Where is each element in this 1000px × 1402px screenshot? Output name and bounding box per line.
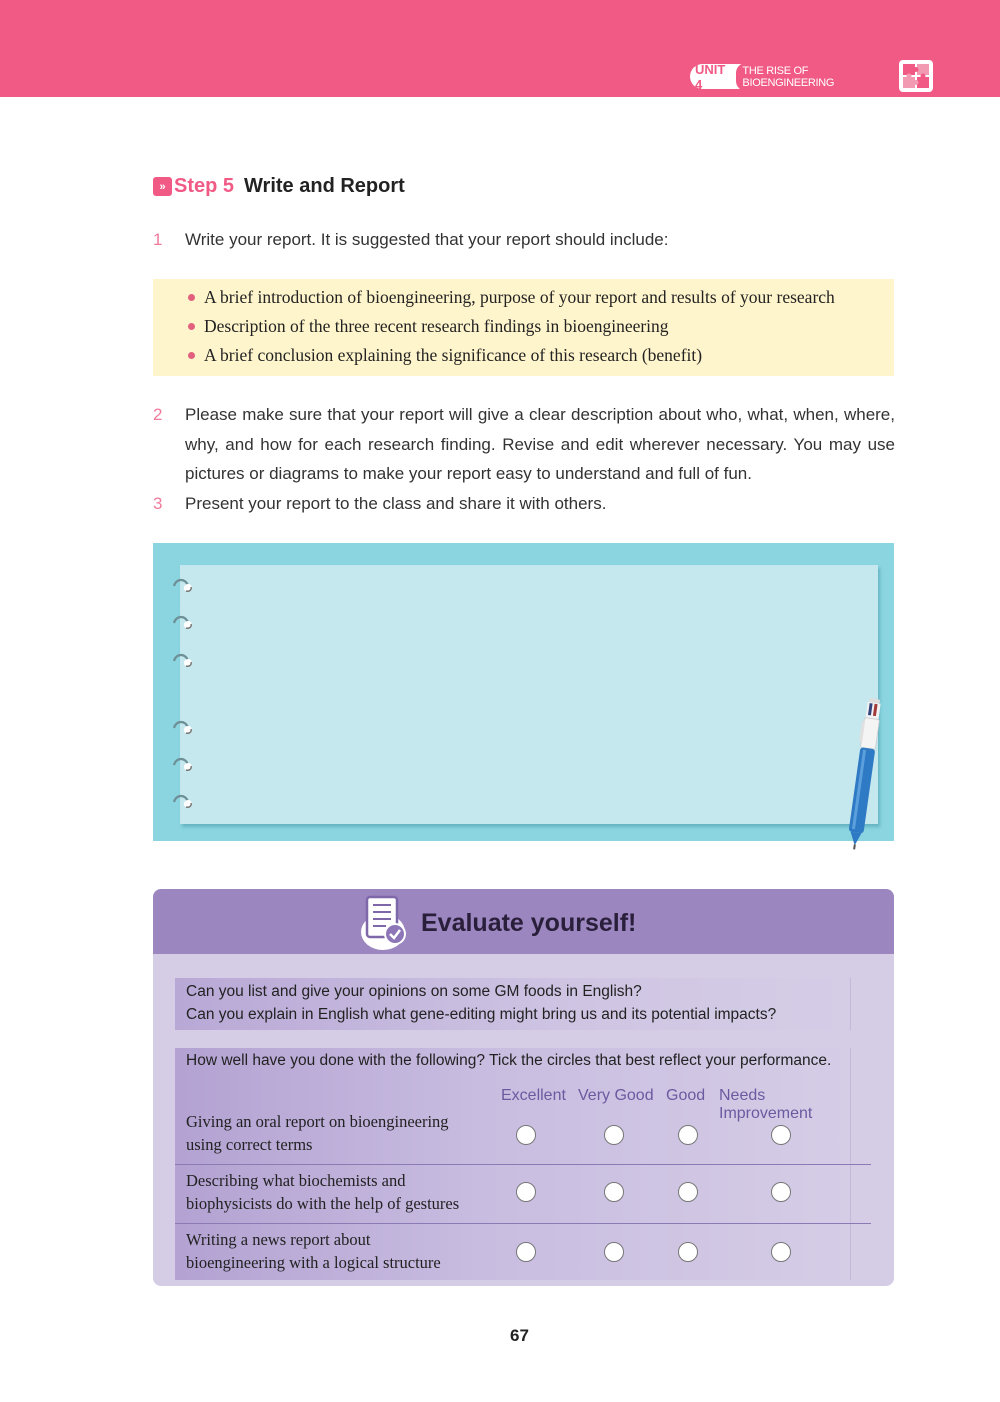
instruction-number: 2 <box>153 405 163 424</box>
instruction-text: Write your report. It is suggested that your report should include: <box>185 230 669 249</box>
radio-needs-improvement[interactable] <box>771 1242 791 1262</box>
criterion-text: using correct terms <box>186 1135 313 1154</box>
unit-title: THE RISE OF BIOENGINEERING <box>736 63 894 91</box>
bullet-dot-icon <box>188 294 195 301</box>
bullet-text: A brief introduction of bioengineering, purpose of your report and results of your research <box>204 287 835 307</box>
radio-very-good[interactable] <box>604 1125 624 1145</box>
radio-very-good[interactable] <box>604 1182 624 1202</box>
evaluate-title: Evaluate yourself! <box>421 909 637 937</box>
pen-icon <box>845 692 883 852</box>
column-header-good: Good <box>666 1087 706 1104</box>
bullet-item <box>188 345 702 366</box>
instruction-text: Present your report to the class and share it with others. <box>185 494 607 513</box>
radio-good[interactable] <box>678 1242 698 1262</box>
step-heading <box>153 175 405 198</box>
spiral-ring-icon <box>172 577 196 595</box>
bullet-dot-icon <box>188 323 195 330</box>
unit-badge <box>690 61 894 92</box>
bullet-dot-icon <box>188 352 195 359</box>
spiral-ring-icon <box>172 614 196 632</box>
row-divider <box>175 1164 871 1165</box>
evaluate-header <box>153 889 894 954</box>
bullet-text: A brief conclusion explaining the significance of this research (benefit) <box>204 345 703 365</box>
row-divider <box>175 1223 871 1224</box>
criterion-row-label <box>186 1228 441 1274</box>
radio-very-good[interactable] <box>604 1242 624 1262</box>
spiral-ring-icon <box>172 652 196 670</box>
checklist-icon <box>358 892 414 952</box>
radio-needs-improvement[interactable] <box>771 1182 791 1202</box>
question-text: Can you list and give your opinions on some GM foods in English? <box>186 983 642 1000</box>
bullet-item <box>188 287 835 308</box>
column-header-excellent: Excellent <box>501 1087 566 1104</box>
column-header-needs-improvement: Needs Improvement <box>719 1087 813 1122</box>
criterion-text: bioengineering with a logical structure <box>186 1253 441 1272</box>
unit-label: UNIT 4 <box>695 61 726 92</box>
step-title: Write and Report <box>244 175 405 197</box>
radio-excellent[interactable] <box>516 1125 536 1145</box>
report-contents-box <box>153 279 894 376</box>
notebook-writing-area[interactable] <box>180 565 878 824</box>
spiral-ring-icon <box>172 756 196 774</box>
instruction-number: 3 <box>153 494 163 513</box>
double-chevron-icon: » <box>153 177 172 196</box>
bullet-item <box>188 316 669 337</box>
question-text: Can you explain in English what gene-editing might bring us and its potential impacts? <box>186 1006 777 1023</box>
column-header-very-good: Very Good <box>578 1087 654 1104</box>
questions-box <box>175 978 851 1030</box>
radio-needs-improvement[interactable] <box>771 1125 791 1145</box>
spiral-ring-icon <box>172 793 196 811</box>
instruction-number: 1 <box>153 230 163 249</box>
criterion-row-label <box>186 1169 459 1215</box>
criterion-text: biophysicists do with the help of gestures <box>186 1194 460 1213</box>
criterion-text: Giving an oral report on bioengineering <box>186 1112 449 1131</box>
evaluate-yourself-panel <box>153 889 894 1286</box>
radio-excellent[interactable] <box>516 1182 536 1202</box>
performance-table <box>175 1048 851 1280</box>
criterion-row-label <box>186 1110 449 1156</box>
instruction-text: Please make sure that your report will give a clear description about who, what, when, where, why, and how for each research finding. Revise and edit wherever necessary. You may use pictures or diagrams to make your report easy to understand and full of fun. <box>185 405 895 483</box>
criterion-text: Describing what biochemists and <box>186 1171 406 1190</box>
performance-instructions: How well have you done with the following? Tick the circles that best reflect your performance. <box>186 1052 832 1069</box>
page-number: 67 <box>510 1326 529 1345</box>
puzzle-icon <box>899 60 933 92</box>
radio-good[interactable] <box>678 1125 698 1145</box>
radio-excellent[interactable] <box>516 1242 536 1262</box>
step-number: Step 5 <box>174 175 235 197</box>
criterion-text: Writing a news report about <box>186 1230 371 1249</box>
spiral-ring-icon <box>172 719 196 737</box>
bullet-text: Description of the three recent research findings in bioengineering <box>204 316 669 336</box>
radio-good[interactable] <box>678 1182 698 1202</box>
